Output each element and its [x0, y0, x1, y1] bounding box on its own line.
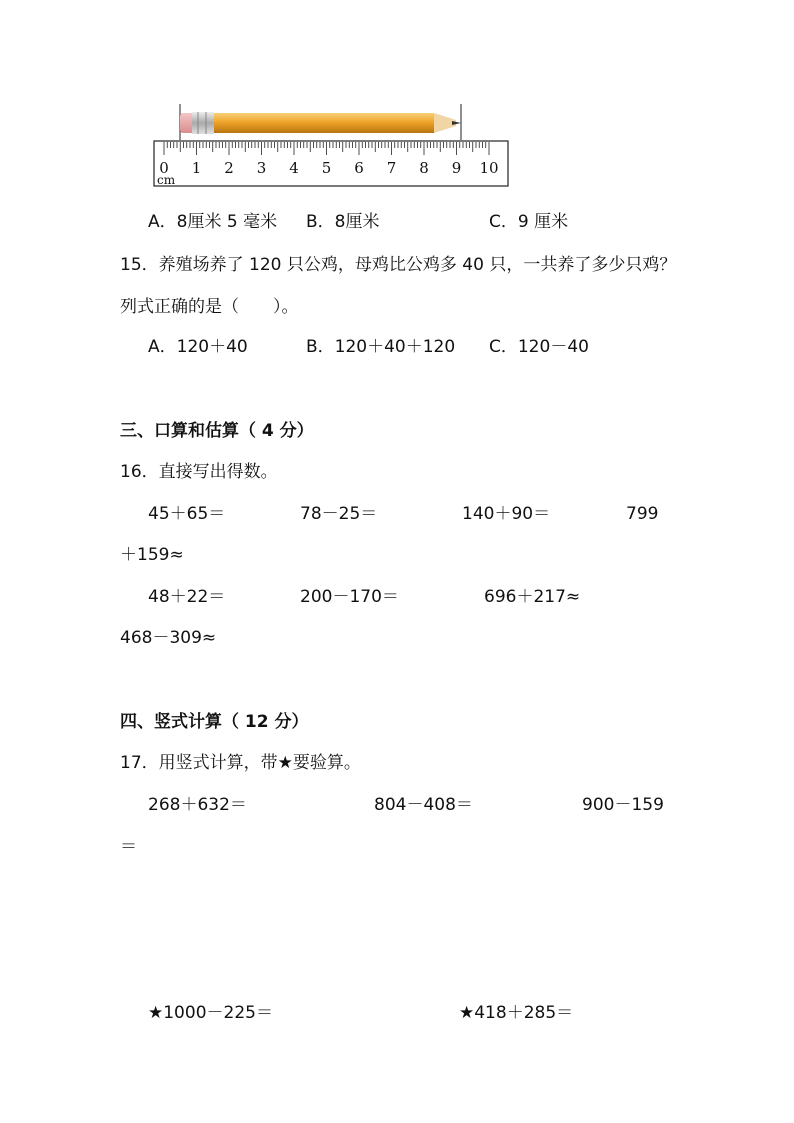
q17-item-3-part2: ＝: [120, 837, 137, 857]
q15-prompt: 列式正确的是（ ）。: [120, 297, 299, 317]
q17-item-1: 268＋632＝: [148, 795, 247, 815]
ruler-number: 4: [289, 159, 299, 177]
pencil-body: [214, 113, 434, 133]
ruler-number: 10: [479, 159, 499, 177]
ruler-number: 3: [256, 159, 267, 177]
q17-item-2: 804－408＝: [374, 795, 473, 815]
ruler-number: 0: [159, 159, 169, 177]
q16-item-7: 696＋217≈: [484, 587, 581, 607]
pencil: [180, 112, 461, 134]
q17-item-3-part1: 900－159: [582, 795, 664, 815]
section4-title: 四、竖式计算（ 12 分）: [120, 712, 309, 732]
q16-item-2: 78－25＝: [300, 504, 378, 524]
ruler-number: 6: [354, 159, 364, 177]
q16-item-1: 45＋65＝: [148, 504, 226, 524]
ruler-unit-label: cm: [157, 173, 176, 187]
q16-item-8: 468－309≈: [120, 628, 217, 648]
pencil-ferrule: [192, 112, 214, 134]
ruler-number: 7: [386, 159, 397, 177]
ruler-number: 2: [224, 159, 234, 177]
q15-stem: 15．养殖场养了 120 只公鸡，母鸡比公鸡多 40 只，一共养了多少只鸡？: [120, 255, 677, 275]
pencil-tip-lead: [452, 121, 461, 125]
q14-option-c: C．9 厘米: [489, 212, 569, 232]
q16-item-6: 200－170＝: [300, 587, 399, 607]
pencil-ruler-figure: [152, 104, 514, 190]
section3-title: 三、口算和估算（ 4 分）: [120, 421, 314, 441]
q15-option-c: C．120－40: [489, 337, 589, 357]
q16-stem: 16．直接写出得数。: [120, 462, 278, 482]
ruler-number: 1: [191, 159, 202, 177]
q14-option-a: A．8厘米 5 毫米: [148, 212, 278, 232]
q16-item-4-part1: 799: [626, 504, 659, 524]
q16-item-5: 48＋22＝: [148, 587, 226, 607]
q14-option-b: B．8厘米: [306, 212, 380, 232]
ruler-number: 9: [451, 159, 462, 177]
q17-stem: 17．用竖式计算，带★要验算。: [120, 753, 361, 773]
ruler-number: 8: [419, 159, 429, 177]
q17-item-4: ★1000－225＝: [148, 1003, 273, 1023]
pencil-eraser: [180, 113, 194, 133]
q15-option-a: A．120＋40: [148, 337, 248, 357]
q15-option-b: B．120＋40＋120: [306, 337, 456, 357]
q17-item-5: ★418＋285＝: [459, 1003, 574, 1023]
ruler: [154, 141, 508, 187]
q16-item-4-part2: ＋159≈: [120, 545, 184, 565]
ruler-number: 5: [321, 159, 332, 177]
q16-item-3: 140＋90＝: [462, 504, 551, 524]
